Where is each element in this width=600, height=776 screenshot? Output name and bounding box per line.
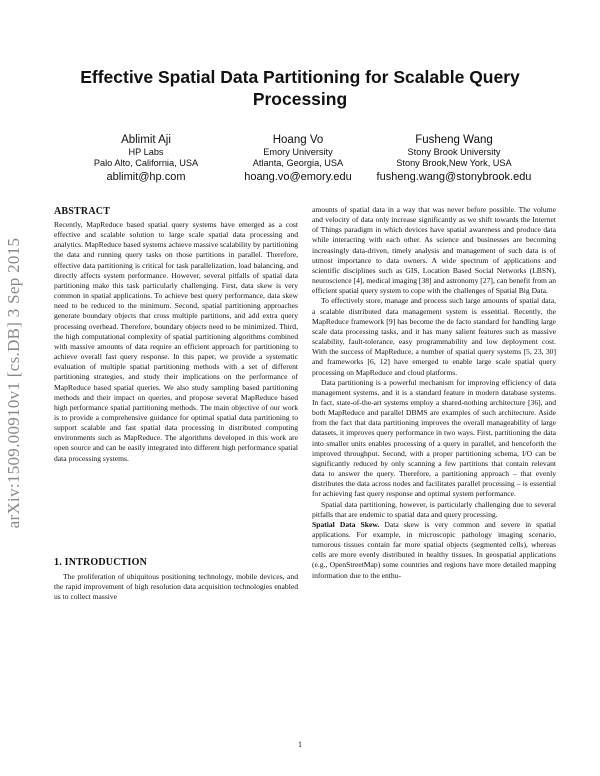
- author-block-2: [208, 134, 388, 185]
- introduction-section: [54, 572, 298, 602]
- right-paragraph-4: Spatial data partitioning, however, is particularly challenging due to several pitfalls that are endemic to spatial data and query processing.: [312, 499, 556, 519]
- introduction-text: The proliferation of ubiquitous positioning technology, mobile devices, and the rapid improvement of high resolution data acquisition technologies enabled us to collect massive: [54, 572, 298, 602]
- author-block-3: [364, 134, 544, 185]
- right-column: [312, 205, 556, 581]
- abstract-heading: ABSTRACT: [54, 206, 111, 217]
- skew-text: Data skew is very common and severe in spatial applications. For example, in microscopic pathology imaging scenario, tumorous tissues contain far more spatial objects (segmented cells), whereas cells are more evenly distributed in healthy tissues. In geospatial applications (e.g., OpenStreetMap) some countries and regions have more detailed mapping information due to the enthu-: [312, 519, 556, 580]
- author-affiliation: HP Labs: [128, 147, 164, 157]
- author-affiliation: Emory University: [263, 147, 333, 157]
- author-location: Stony Brook,New York, USA: [396, 158, 512, 168]
- page-number: 1: [298, 740, 302, 749]
- paper-title: Effective Spatial Data Partitioning for Scalable Query Processing: [80, 67, 520, 109]
- arxiv-identifier: arXiv:1509.00910v1 [cs.DB] 3 Sep 2015: [4, 237, 23, 529]
- abstract-section: [54, 205, 298, 464]
- author-name: Ablimit Aji: [121, 134, 171, 146]
- introduction-heading: 1. INTRODUCTION: [54, 557, 148, 568]
- author-email: hoang.vo@emory.edu: [244, 171, 352, 183]
- skew-heading: Spatial Data Skew.: [312, 519, 380, 529]
- author-email: fusheng.wang@stonybrook.edu: [376, 171, 532, 183]
- author-affiliation: Stony Brook University: [407, 147, 501, 157]
- author-name: Fusheng Wang: [415, 134, 493, 146]
- author-email: ablimit@hp.com: [106, 171, 186, 183]
- right-paragraph-2: To effectively store, manage and process such large amounts of spatial data, a scalable distributed data management system is essential. Recently, the MapReduce framework [9] has become the de facto standard for handling large scale data processing tasks, and it has many salient features such as massive scalability, fault-tolerance, easy programmability and low deployment cost. With the success of MapReduce, a number of spatial query systems [5, 23, 30] and frameworks [6, 12] have emerged to enable large scale spatial query processing on MapReduce and cloud platforms.: [312, 296, 556, 377]
- author-location: Atlanta, Georgia, USA: [252, 158, 344, 168]
- right-paragraph-1: amounts of spatial data in a way that was never before possible. The volume and velocity of data only increase significantly as we shift towards the Internet of Things paradigm in which devices have spatial awareness and produce data while interacting with each other. As science and businesses are becoming increasingly data-driven, timely analysis and management of such data is of utmost importance to data owners. A wide spectrum of applications and scientific disciplines such as GIS, Location Based Social Networks (LBSN), neuroscience [4], medical imaging [38] and astronomy [27], can benefit from an efficient spatial query system to cope with the challenges of Spatial Big Data.: [312, 205, 556, 296]
- right-paragraph-skew: [312, 520, 556, 581]
- right-paragraph-3: Data partitioning is a powerful mechanism for improving efficiency of data management systems, and it is a standard feature in modern database systems. In fact, state-of-the-art systems employ a shared-nothing architecture [36], and both MapReduce and parallel DBMS are examples of such architecture. Aside from the fact that data partitioning improves the overall manageability of large datasets, it improves query performance in two ways. First, partitioning the data into smaller units enables processing of a query in parallel, and henceforth the improved throughput. Second, with a proper partitioning schema, I/O can be significantly reduced by only scanning a few partitions that contain relevant data to answer the query. Therefore, a partitioning approach – that evenly distributes the data across nodes and facilitates parallel processing – is essential for achieving fast query response and optimal system performance.: [312, 377, 556, 499]
- author-location: Palo Alto, California, USA: [93, 158, 199, 168]
- abstract-text: Recently, MapReduce based spatial query systems have emerged as a cost effective and scalable solution to large scale spatial data processing and analytics. MapReduce based systems achieve massive scalability by partitioning the data and running query tasks on those partitions in parallel. Therefore, effective data partitioning is critical for task parallelization, load balancing, and directly affects system performance. However, several pitfalls of spatial data partitioning make this task particularly challenging. First, data skew is very common in spatial applications. To achieve best query performance, data skew need to be reduced to the minimum. Second, spatial partitioning approaches generate boundary objects that cross multiple partitions, and add extra query processing overhead. Therefore, boundary objects need to be minimized. Third, the high computational complexity of spatial partitioning algorithms combined with massive amounts of data require an efficient approach for partitioning to achieve overall fast query response. In this paper, we provide a systematic evaluation of multiple spatial partitioning methods with a set of different partitioning strategies, and study their implications on the performance of MapReduce based spatial queries. We also study sampling based partitioning methods and their impact on queries, and propose several MapReduce based high performance spatial partitioning methods. The main objective of our work is to provide a comprehensive guidance for optimal spatial data partitioning to support scalable and fast spatial data processing in distributed computing environments such as MapReduce. The algorithms developed in this work are open source and can be easily integrated into different high performance spatial data processing systems.: [54, 220, 298, 463]
- author-name: Hoang Vo: [272, 134, 324, 146]
